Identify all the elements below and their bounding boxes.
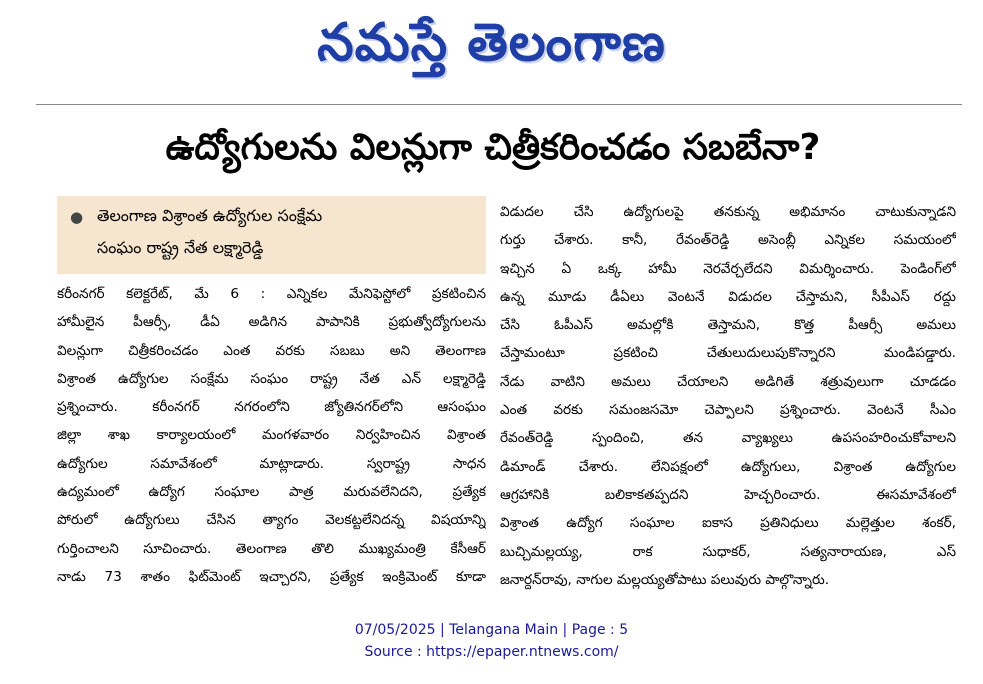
highlight-box xyxy=(57,196,486,274)
body-line: హామీలైన పీఆర్సీ, డీఏ అడిగిన పాపానికి ప్రభుత్వోద్యోగులను xyxy=(57,314,486,331)
body-line: గుర్తించాలని సూచించారు. తెలంగాణ తొలి ముఖ్యమంత్రి కేసీఆర్ xyxy=(57,540,486,557)
body-line: చేసి ఓపీఎస్ అమల్లోకి తెస్తామని, కొత్త పీఆర్సీ అమలు xyxy=(500,317,956,334)
bullet-icon: ● xyxy=(70,208,84,226)
body-line: నాడు 73 శాతం ఫిట్‌మెంట్ ఇచ్చారని, ప్రత్యేక ఇంక్రిమెంట్ కూడా xyxy=(57,568,486,585)
body-line: ఎంత వరకు సమంజసమో చెప్పాలని ప్రశ్నించారు. వెంటనే సీఎం xyxy=(500,402,956,419)
body-line: విశ్రాంత ఉద్యోగ సంఘాల ఐకాస ప్రతినిధులు మల్లెత్తుల శంకర్, xyxy=(500,515,956,532)
body-line: నేడు వాటిని అమలు చేయాలని అడిగితే శత్రువులుగా చూడడం xyxy=(500,373,956,390)
article-headline: ఉద్యోగులను విలన్లుగా చిత్రీకరించడం సబబేనా? xyxy=(165,127,821,168)
body-line: విడుదల చేసి ఉద్యోగులపై తనకున్న అభిమానం చాటుకున్నాడని xyxy=(500,204,956,220)
highlight-line: సంఘం రాష్ట్ర నేత లక్ష్మారెడ్డి xyxy=(97,238,264,257)
body-line: చేస్తామంటూ ప్రకటించి చేతులుదులుపుకొన్నారని మండిపడ్డారు. xyxy=(500,345,956,362)
body-line: ఇచ్చిన ఏ ఒక్క హామీ నెరవేర్చలేదని విమర్శించారు. పెండింగ్‌లో xyxy=(500,260,956,277)
footer-source: Source : https://epaper.ntnews.com/ xyxy=(364,644,619,660)
body-line: ప్రశ్నించారు. కరీంనగర్ నగరంలోని జ్యోతినగర్‌లోని ఆసంఘం xyxy=(57,399,486,416)
body-line: డిమాండ్ చేశారు. లేనిపక్షంలో ఉద్యోగులు, విశ్రాంత ఉద్యోగుల xyxy=(500,458,956,475)
masthead-title: నమస్తే తెలంగాణ xyxy=(317,13,666,73)
article-column-right xyxy=(500,198,956,594)
body-line: రేవంత్‌రెడ్డి స్పందించి, తన వ్యాఖ్యలు ఉపసంహరించుకోవాలని xyxy=(500,430,956,447)
body-line: ఉద్యోగుల సమావేశంలో మాట్లాడారు. స్వరాష్ట్ర సాధన xyxy=(57,455,486,472)
body-line: జిల్లా శాఖ కార్యాలయంలో మంగళవారం నిర్వహించిన విశ్రాంత xyxy=(57,427,486,444)
body-line: కరీంనగర్ కలెక్టరేట్, మే 6 : ఎన్నికల మేనిఫెస్టోలో ప్రకటించిన xyxy=(57,286,486,302)
body-line: గుర్తు చేశారు. కానీ, రేవంత్‌రెడ్డి అసెంబ్లీ ఎన్నికల సమయంలో xyxy=(500,232,956,249)
masthead-logo xyxy=(0,6,983,84)
highlight-line: తెలంగాణ విశ్రాంత ఉద్యోగుల సంక్షేమ xyxy=(97,206,323,225)
body-line: విలన్లుగా చిత్రీకరించడం ఎంత వరకు సబబు అని తెలంగాణ xyxy=(57,342,486,359)
body-line: ఉన్న మూడు డీఏలు వెంటనే విడుదల చేస్తామని, సీపీఎస్ రద్దు xyxy=(500,288,956,305)
body-line: పోరులో ఉద్యోగులు చేసిన త్యాగం వెలకట్టలేనిదన్న విషయాన్ని xyxy=(57,512,486,529)
body-line: జనార్దన్‌రావు, నాగుల మల్లయ్యతోపాటు పలువురు పాల్గొన్నారు. xyxy=(500,571,830,588)
body-line: విశ్రాంత ఉద్యోగుల సంక్షేమ సంఘం రాష్ట్ర నేత ఎన్ లక్ష్మారెడ్డి xyxy=(57,370,486,387)
body-line: ఉద్యమంలో ఉద్యోగ సంఘాల పాత్ర మరువలేనిదని, ప్రత్యేక xyxy=(57,484,486,501)
footer-date-page: 07/05/2025 | Telangana Main | Page : 5 xyxy=(354,622,629,638)
body-line: ఆగ్రహానికి బలికాకతప్పదని హెచ్చరించారు. ఈసమావేశంలో xyxy=(500,486,956,503)
header-divider xyxy=(36,104,962,105)
body-line: బుచ్చిమల్లయ్య, రాక సుధాకర్, సత్యనారాయణ, ఎస్ xyxy=(500,543,956,560)
article-column-left xyxy=(57,280,486,591)
